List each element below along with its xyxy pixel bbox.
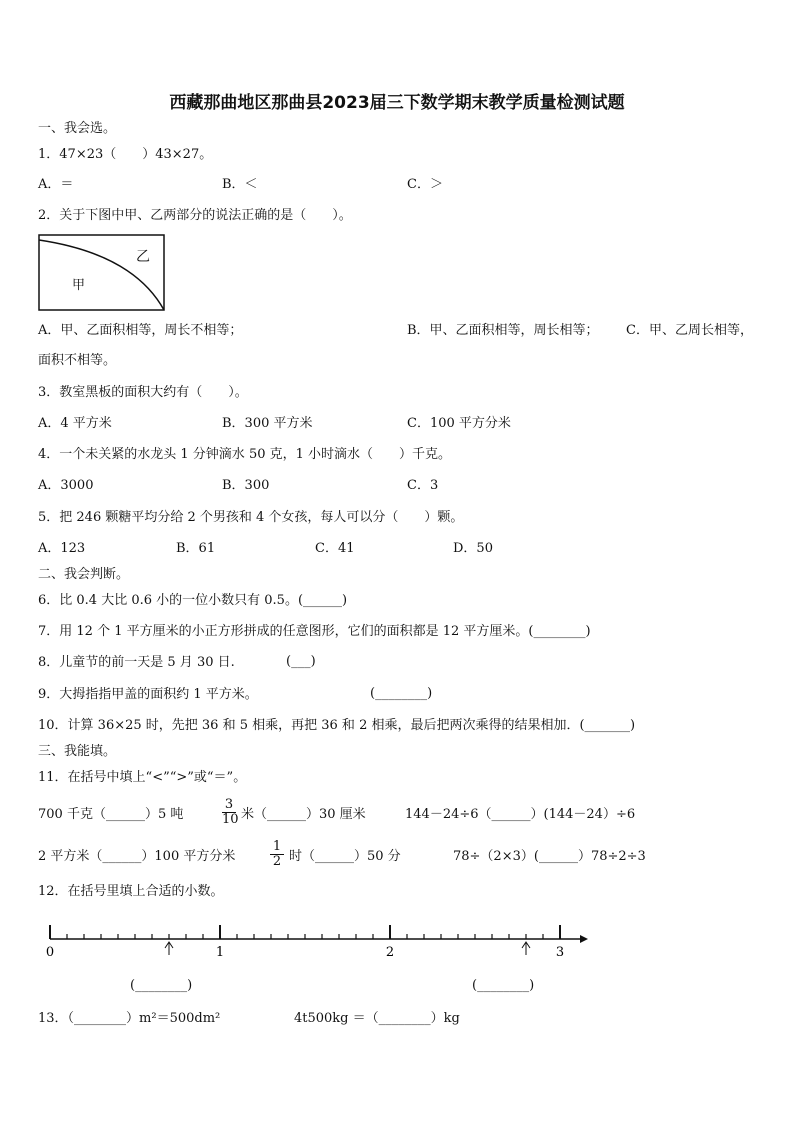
- q5-option-b[interactable]: B．61: [176, 541, 216, 556]
- number-line-arrow: [580, 935, 588, 943]
- fraction-denominator: 2: [272, 854, 282, 869]
- q2-option-a[interactable]: A．甲、乙面积相等，周长不相等；: [38, 323, 243, 338]
- q9-answer-blank[interactable]: (________): [370, 686, 433, 701]
- q5-option-c[interactable]: C．41: [315, 541, 355, 556]
- q11-item-6: 78÷（2×3）(______）78÷2÷3: [453, 849, 646, 864]
- q11-fraction-1-2: [270, 840, 284, 869]
- q8-answer-blank[interactable]: (___): [286, 654, 316, 669]
- section-3-heading: 三、我能填。: [38, 744, 117, 759]
- tick-label-0: 0: [45, 945, 55, 960]
- q2-option-b[interactable]: B．甲、乙面积相等，周长相等；: [407, 323, 599, 338]
- up-arrow-icon: [522, 942, 530, 955]
- q2-label-jia: 甲: [72, 278, 86, 293]
- q5-option-d[interactable]: D．50: [453, 541, 493, 556]
- number-line: [40, 915, 590, 965]
- q2-option-c-continued: 面积不相等。: [38, 353, 117, 368]
- fraction-numerator: 1: [270, 840, 284, 855]
- q4-option-c[interactable]: C．3: [407, 478, 439, 493]
- q4-option-b[interactable]: B．300: [222, 478, 270, 493]
- question-3: 3．教室黑板的面积大约有（ ）。: [38, 385, 248, 400]
- question-13-part-1: 13．（________）m²＝500dm²: [38, 1011, 221, 1026]
- question-5: 5．把 246 颗糖平均分给 2 个男孩和 4 个女孩，每人可以分（ ）颗。: [38, 510, 464, 525]
- question-1: 1．47×23（ ）43×27。: [38, 147, 213, 162]
- question-11: 11．在括号中填上“<”“>”或“＝”。: [38, 770, 247, 785]
- q1-option-a[interactable]: A．＝: [38, 177, 74, 192]
- question-13-part-2: 4t500kg ＝（________）kg: [294, 1011, 460, 1026]
- question-8: 8．儿童节的前一天是 5 月 30 日.: [38, 655, 235, 670]
- page-title: 西藏那曲地区那曲县2023届三下数学期末教学质量检测试题: [169, 93, 625, 113]
- question-12: 12．在括号里填上合适的小数。: [38, 884, 224, 899]
- tick-label-2: 2: [385, 945, 395, 960]
- q4-option-a[interactable]: A．3000: [38, 478, 94, 493]
- q12-answer-blank-2[interactable]: (________): [472, 978, 535, 993]
- fraction-denominator: 10: [222, 812, 239, 827]
- q5-option-a[interactable]: A．123: [38, 541, 86, 556]
- q2-figure-rect: [39, 235, 164, 310]
- q2-figure: [38, 234, 166, 312]
- q11-item-2: 米（______）30 厘米: [241, 807, 366, 822]
- question-9: 9．大拇指指甲盖的面积约 1 平方米。: [38, 687, 258, 702]
- question-2: 2．关于下图中甲、乙两部分的说法正确的是（ ）。: [38, 208, 352, 223]
- q11-item-1: 700 千克（______）5 吨: [38, 807, 184, 822]
- q3-option-c[interactable]: C．100 平方分米: [407, 416, 511, 431]
- q11-item-5: 时（______）50 分: [289, 849, 401, 864]
- section-1-heading: 一、我会选。: [38, 121, 117, 136]
- tick-label-1: 1: [215, 945, 225, 960]
- tick-label-3: 3: [555, 945, 565, 960]
- question-10: 10．计算 36×25 时，先把 36 和 5 相乘，再把 36 和 2 相乘，最后把两次乘得的结果相加．(_______): [38, 718, 636, 733]
- question-4: 4．一个未关紧的水龙头 1 分钟滴水 50 克，1 小时滴水（ ）千克。: [38, 447, 452, 462]
- q11-item-3: 144－24÷6（______）(144－24）÷6: [405, 807, 636, 822]
- q2-label-yi: 乙: [136, 249, 150, 265]
- q12-answer-blank-1[interactable]: (________): [130, 978, 193, 993]
- q2-option-c[interactable]: C．甲、乙周长相等，: [626, 323, 753, 338]
- q1-option-b[interactable]: B．＜: [222, 177, 258, 192]
- question-7: 7．用 12 个 1 平方厘米的小正方形拼成的任意图形，它们的面积都是 12 平方厘米。(________): [38, 624, 591, 639]
- q3-option-a[interactable]: A．4 平方米: [38, 416, 112, 431]
- q1-option-c[interactable]: C．＞: [407, 177, 443, 192]
- q11-fraction-3-10: [222, 797, 239, 827]
- question-6: 6．比 0.4 大比 0.6 小的一位小数只有 0.5。(______): [38, 593, 348, 608]
- section-2-heading: 二、我会判断。: [38, 567, 130, 582]
- up-arrow-icon: [165, 942, 173, 955]
- fraction-numerator: 3: [222, 798, 236, 813]
- q3-option-b[interactable]: B．300 平方米: [222, 416, 313, 431]
- q11-item-4: 2 平方米（______）100 平方分米: [38, 849, 236, 864]
